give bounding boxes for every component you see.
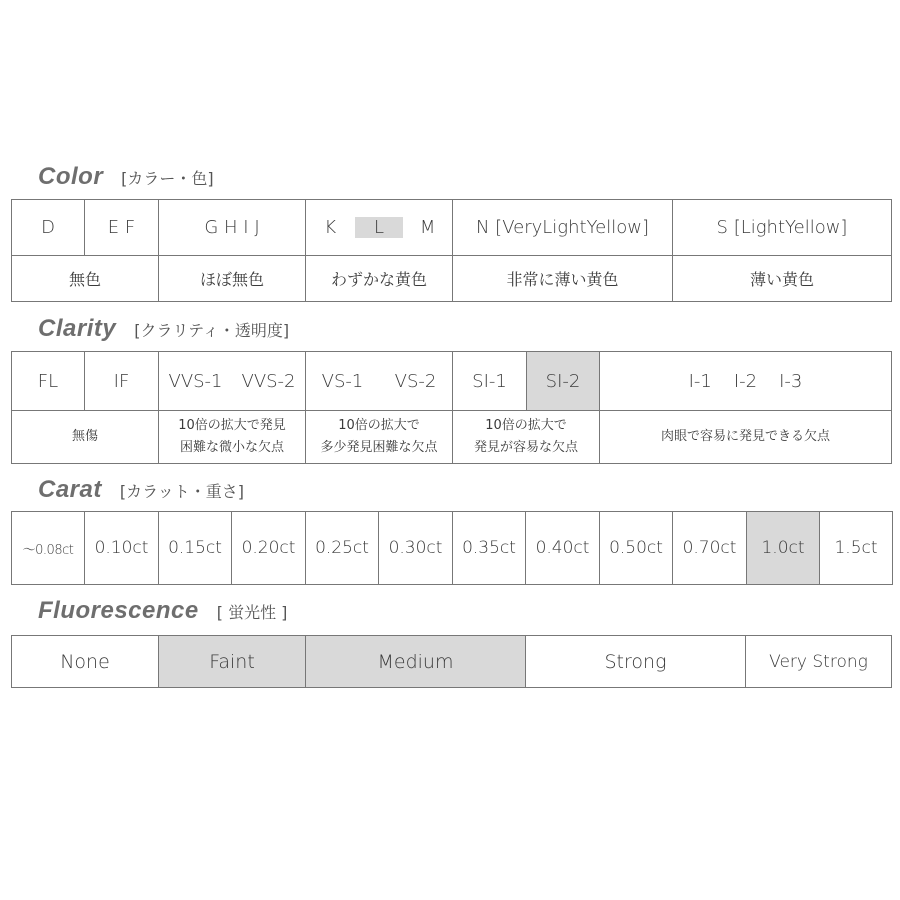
clarity-heading: [38, 315, 289, 345]
color-subtitle: [カラー・色]: [121, 169, 214, 188]
clarity-grade-si1: SI-1: [453, 352, 527, 411]
carat-value-0: 〜0.08ct: [12, 512, 85, 585]
carat-value-4: 0.25ct: [306, 512, 379, 585]
carat-value-5: 0.30ct: [379, 512, 453, 585]
carat-heading: [38, 476, 244, 506]
carat-value-2: 0.15ct: [159, 512, 232, 585]
carat-table: [11, 511, 893, 585]
carat-value-3: 0.20ct: [232, 512, 306, 585]
clarity-grade-i2: I-2: [733, 370, 758, 392]
carat-subtitle: [カラット・重さ]: [119, 482, 245, 501]
clarity-desc-included: 肉眼で容易に発見できる欠点: [600, 411, 892, 464]
clarity-grade-si2: SI-2: [527, 352, 600, 411]
color-grade-s: S [LightYellow]: [673, 200, 892, 256]
color-desc-near-colorless: ほぼ無色: [159, 256, 306, 302]
clarity-grade-vvs: [159, 352, 306, 411]
clarity-grade-vvs1: VVS-1: [168, 370, 223, 392]
clarity-desc-si-line2: 発見が容易な欠点: [473, 440, 578, 455]
color-grade-ghij: G H I J: [159, 200, 306, 256]
clarity-desc-vs-line2: 多少発見困難な欠点: [320, 440, 438, 455]
color-desc-colorless: 無色: [12, 256, 159, 302]
carat-title: Carat: [38, 476, 102, 503]
color-desc-very-light-yellow: 非常に薄い黄色: [453, 256, 673, 302]
clarity-desc-flawless: 無傷: [12, 411, 159, 464]
color-title: Color: [38, 163, 104, 190]
clarity-desc-vs: [306, 411, 453, 464]
clarity-grade-i3: I-3: [779, 370, 803, 392]
fluorescence-title: Fluorescence: [38, 597, 199, 624]
carat-value-9: 0.70ct: [673, 512, 747, 585]
color-desc-faint-yellow: わずかな黄色: [306, 256, 453, 302]
clarity-grade-vs: [306, 352, 453, 411]
fluorescence-strong: Strong: [526, 636, 746, 688]
fluorescence-faint: Faint: [159, 636, 306, 688]
carat-value-6: 0.35ct: [453, 512, 526, 585]
fluorescence-heading: [38, 597, 287, 627]
clarity-desc-si: [453, 411, 600, 464]
color-heading: [38, 163, 214, 193]
clarity-grade-vs2: VS-2: [394, 370, 437, 392]
clarity-desc-vvs-line1: 10倍の拡大で発見: [178, 418, 286, 433]
color-table: [11, 199, 892, 302]
color-grade-klm: [306, 200, 453, 256]
clarity-table: [11, 351, 892, 464]
clarity-grade-if: IF: [85, 352, 159, 411]
color-grade-n: N [VeryLightYellow]: [453, 200, 673, 256]
fluorescence-medium: Medium: [306, 636, 526, 688]
clarity-grade-fl: FL: [12, 352, 85, 411]
clarity-grade-vs1: VS-1: [321, 370, 364, 392]
carat-value-11: 1.5ct: [820, 512, 893, 585]
fluorescence-subtitle: [ 蛍光性 ]: [216, 603, 288, 622]
fluorescence-table: [11, 635, 892, 688]
color-grade-m: M: [419, 217, 436, 238]
fluorescence-very-strong: Very Strong: [746, 636, 892, 688]
clarity-desc-vs-line1: 10倍の拡大で: [338, 418, 420, 433]
color-grade-d: D: [12, 200, 85, 256]
carat-value-8: 0.50ct: [600, 512, 673, 585]
clarity-desc-vvs: [159, 411, 306, 464]
color-desc-light-yellow: 薄い黄色: [673, 256, 892, 302]
clarity-title: Clarity: [38, 315, 117, 342]
fluorescence-none: None: [12, 636, 159, 688]
color-grade-ef: E F: [85, 200, 159, 256]
clarity-subtitle: [クラリティ・透明度]: [134, 321, 290, 340]
clarity-grade-i1: I-1: [688, 370, 712, 392]
clarity-desc-vvs-line2: 困難な微小な欠点: [179, 440, 284, 455]
color-grade-l: L: [355, 217, 404, 238]
clarity-grade-i: [600, 352, 892, 411]
carat-value-10: 1.0ct: [747, 512, 820, 585]
clarity-grade-vvs2: VVS-2: [241, 370, 296, 392]
color-grade-k: K: [324, 217, 337, 238]
carat-value-7: 0.40ct: [526, 512, 600, 585]
carat-value-1: 0.10ct: [85, 512, 159, 585]
clarity-desc-si-line1: 10倍の拡大で: [485, 418, 567, 433]
